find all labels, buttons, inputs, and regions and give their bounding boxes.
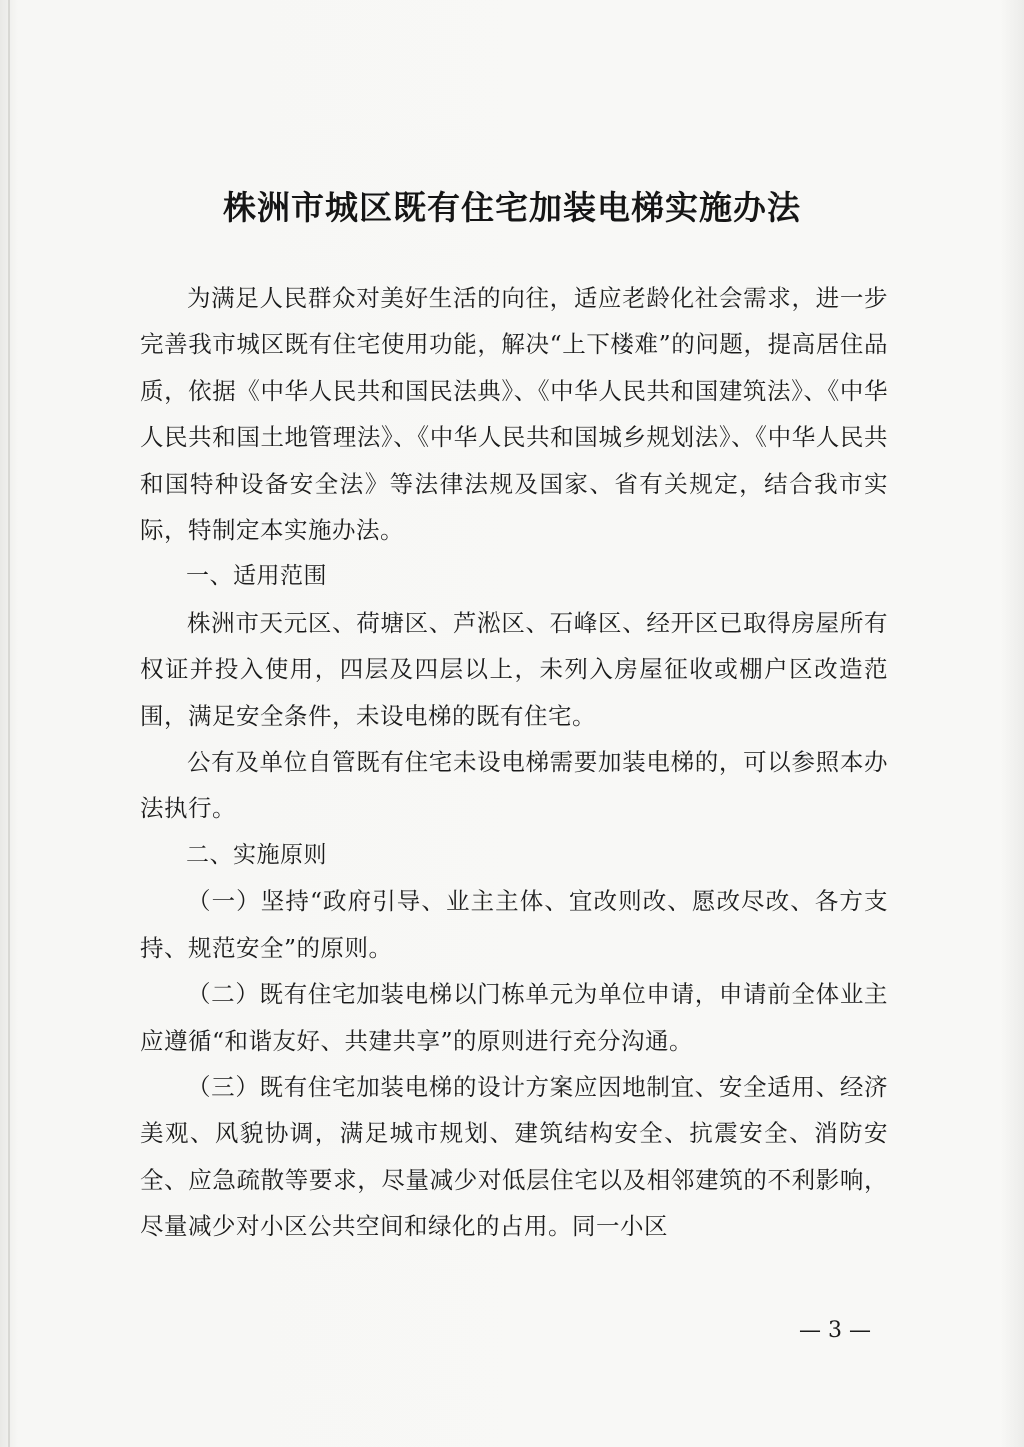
document-body [140,275,888,1250]
section-heading-principles: 二、实施原则 [186,841,327,868]
scope-paragraph-2: 公有及单位自管既有住宅未设电梯需要加装电梯的，可以参照本办法执行。 [140,748,888,823]
intro-paragraph: 为满足人民群众对美好生活的向往，适应老龄化社会需求，进一步完善我市城区既有住宅使用功能，解决“上下楼难”的问题，提高居住品质，依据《中华人民共和国民法典》、《中华人民共和国建筑法》、《中华人民共和国土地管理法》、《中华人民共和国城乡规划法》、《中华人民共和国特种设备安全法》等法律法规及国家、省有关规定，结合我市实际，特制定本实施办法。 [140,284,888,545]
document-title: 株洲市城区既有住宅加装电梯实施办法 [223,188,801,227]
principle-paragraph-1: （一）坚持“政府引导、业主主体、宜改则改、愿改尽改、各方支持、规范安全”的原则。 [140,887,888,962]
scope-paragraph-1: 株洲市天元区、荷塘区、芦淞区、石峰区、经开区已取得房屋所有权证并投入使用，四层及四层以上，未列入房屋征收或棚户区改造范围，满足安全条件，未设电梯的既有住宅。 [140,608,888,730]
principle-paragraph-2: （二）既有住宅加装电梯以门栋单元为单位申请，申请前全体业主应遵循“和谐友好、共建共享”的原则进行充分沟通。 [140,980,888,1055]
principle-paragraph-3: （三）既有住宅加装电梯的设计方案应因地制宜、安全适用、经济美观、风貌协调，满足城市规划、建筑结构安全、抗震安全、消防安全、应急疏散等要求，尽量减少对低层住宅以及相邻建筑的不利影响，尽量减少对小区公共空间和绿化的占用。同一小区 [140,1072,888,1241]
page-number: — 3 — [799,1318,871,1343]
section-heading-scope: 一、适用范围 [186,563,327,590]
